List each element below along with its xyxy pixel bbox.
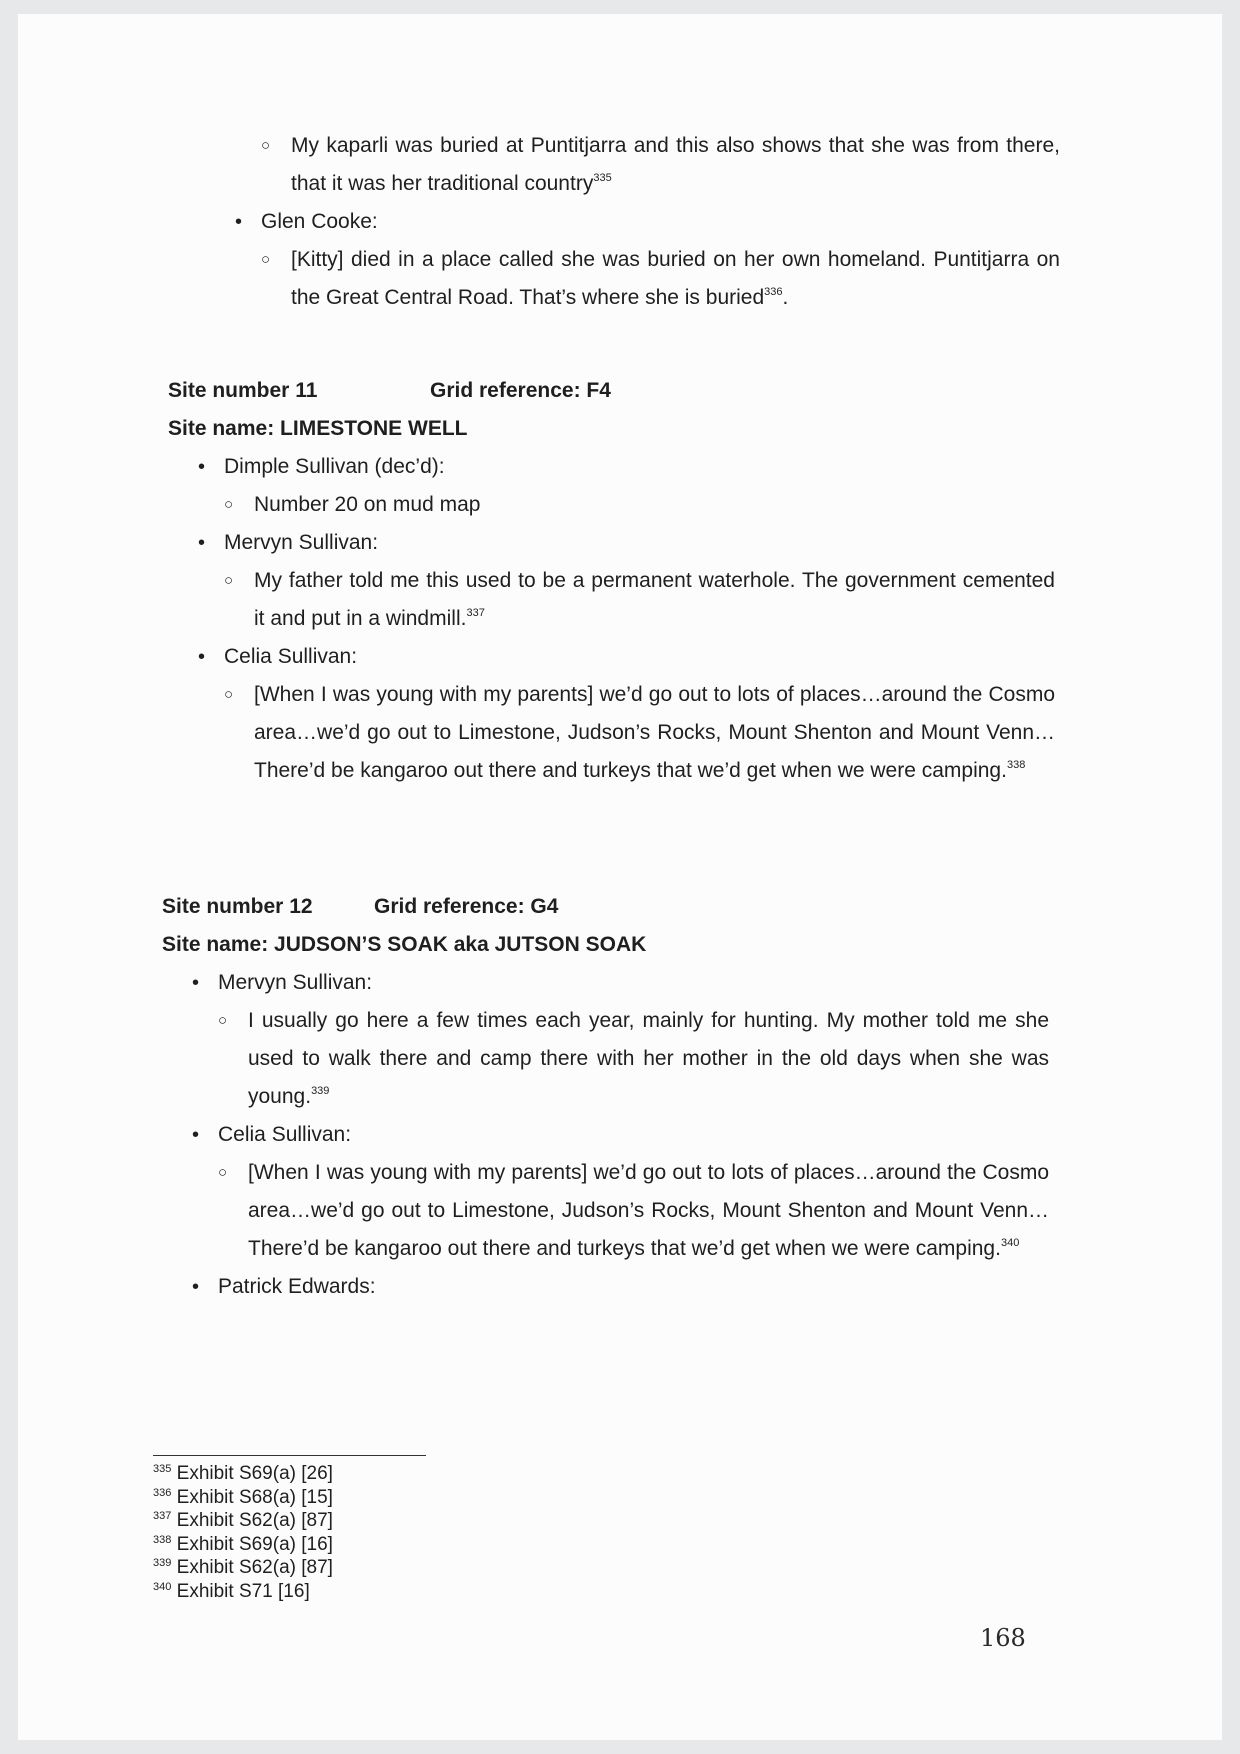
speaker-item: • Celia Sullivan: [162, 1116, 1049, 1154]
quote-kitty: ○ [Kitty] died in a place called she was buried on her own homeland. Puntitjarra on the Great Central Road. That’s where she is buried$^{336}$. [237, 241, 1060, 317]
quote-item: ○ [When I was young with my parents] we’d go out to lots of places…around the Cosmo area…we’d go out to Limestone, Judson’s Rocks, Mount Shenton and Mount Venn…There’d be kangaroo out there and turkeys that we’d get when we were camping.$^{340}$ [194, 1154, 1049, 1268]
footnote: $^{340}$ Exhibit S71 [16] [153, 1580, 310, 1602]
footnote-ref: 335 [593, 172, 612, 184]
footnote-ref: 337 [466, 607, 485, 619]
quote-item: ○ My father told me this used to be a permanent waterhole. The government cemented it and put in a windmill.$^{337}$ [200, 562, 1055, 638]
continuation-block [205, 127, 1060, 317]
speaker-item: • Mervyn Sullivan: [168, 524, 1055, 562]
footnote-ref: 338 [1006, 759, 1026, 771]
footnote: $^{337}$ Exhibit S62(a) [87] [153, 1510, 333, 1531]
site-name: Site name: LIMESTONE WELL [168, 417, 468, 440]
footnote-ref: 340 [1000, 1237, 1020, 1249]
site-number: Site number 11 [168, 379, 318, 402]
speaker-item: • Dimple Sullivan (dec’d): [168, 448, 1055, 486]
footnotes [153, 1462, 333, 1603]
speaker-item: • Patrick Edwards: [162, 1268, 1049, 1306]
footnote: $^{336}$ Exhibit S68(a) [15] [153, 1486, 333, 1508]
grid-reference: Grid reference: G4 [374, 895, 559, 918]
footnote-ref: 339 [311, 1085, 330, 1097]
quote-kaparli: ○ My kaparli was buried at Puntitjarra and this also shows that she was from there, that it was her traditional country$^{335}$ [237, 127, 1060, 203]
quote-item: ○ I usually go here a few times each year, mainly for hunting. My mother told me she used to walk there and camp there with her mother in the old days when she was young.$^{339}$ [194, 1002, 1049, 1116]
speaker-glen-cooke: • Glen Cooke: [205, 203, 1060, 241]
site-11-section [168, 372, 1055, 790]
speaker-item: • Mervyn Sullivan: [162, 964, 1049, 1002]
speaker-item: • Celia Sullivan: [168, 638, 1055, 676]
footnote: $^{338}$ Exhibit S69(a) [16] [153, 1533, 333, 1555]
quote-item: ○ [When I was young with my parents] we’d go out to lots of places…around the Cosmo area…we’d go out to Limestone, Judson’s Rocks, Mount Shenton and Mount Venn…There’d be kangaroo out there and turkeys that we’d get when we were camping.$^{338}$ [200, 676, 1055, 790]
site-12-section [162, 888, 1049, 1306]
footnote-ref: 336 [764, 286, 783, 298]
site-header [168, 372, 1055, 410]
page-number: 168 [980, 1624, 1026, 1652]
site-name: Site name: JUDSON’S SOAK aka JUTSON SOAK [162, 933, 647, 956]
quote-item: ○ Number 20 on mud map [200, 486, 1055, 524]
footnote: $^{335}$ Exhibit S69(a) [26] [153, 1463, 333, 1484]
site-number: Site number 12 [162, 895, 313, 918]
site-header [162, 888, 1049, 926]
grid-reference: Grid reference: F4 [430, 379, 611, 402]
footnote-divider [153, 1455, 426, 1456]
footnote: $^{339}$ Exhibit S62(a) [87] [153, 1557, 333, 1578]
